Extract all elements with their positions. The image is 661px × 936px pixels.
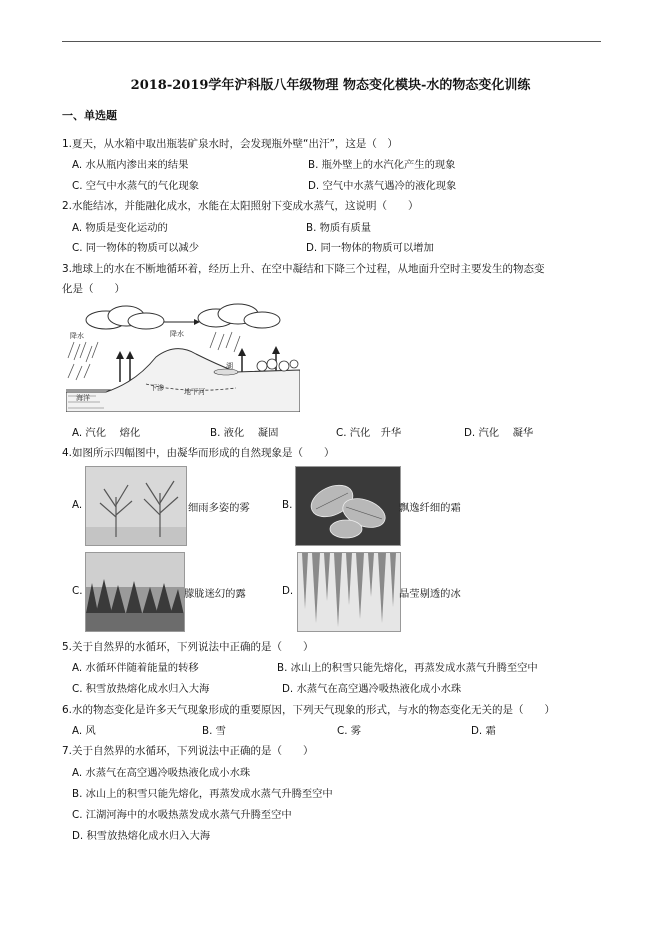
q4-option-a-text[interactable]: 细雨多姿的雾 [188,502,250,514]
q3-stem-line2: 化是（ ） [62,283,125,295]
label-lake: 湖 [226,362,233,370]
label-rain2: 降水 [170,330,184,338]
q5-option-d[interactable]: D. 水蒸气在高空遇冷吸热液化成小水珠 [282,683,462,695]
q3-option-c[interactable]: C. 汽化 升华 [336,427,402,439]
water-cycle-figure [66,302,300,412]
q2-option-b[interactable]: B. 物质有质量 [306,222,372,234]
q2-option-a[interactable]: A. 物质是变化运动的 [72,222,168,234]
q1-option-c[interactable]: C. 空气中水蒸气的气化现象 [72,180,200,192]
q4-option-c-letter[interactable]: C. [72,585,83,597]
label-sea: 海洋 [76,394,90,402]
q5-stem: 5.关于自然界的水循环，下列说法中正确的是（ ） [62,641,314,653]
q4-option-d-letter[interactable]: D. [282,585,294,597]
q7-option-b[interactable]: B. 冰山上的积雪只能先熔化，再蒸发成水蒸气升腾至空中 [72,788,333,800]
q6-option-d[interactable]: D. 霜 [471,725,496,737]
label-rain: 降水 [70,332,84,340]
q5-option-b[interactable]: B. 冰山上的积雪只能先熔化，再蒸发成水蒸气升腾至空中 [277,662,538,674]
q3-stem-line1: 3.地球上的水在不断地循环着，经历上升、在空中凝结和下降三个过程，从地面升空时主要发生的物态变 [62,263,545,275]
page-title: 2018-2019学年沪科版八年级物理 物态变化模块-水的物态变化训练 [130,78,531,93]
q6-option-b[interactable]: B. 雪 [202,725,226,737]
q1-option-b[interactable]: B. 瓶外壁上的水汽化产生的现象 [308,159,456,171]
q2-option-c[interactable]: C. 同一物体的物质可以减少 [72,242,200,254]
q3-option-d[interactable]: D. 汽化 凝华 [464,427,534,439]
q4-option-d-text[interactable]: 晶莹剔透的冰 [399,588,461,600]
q7-option-d[interactable]: D. 积雪放热熔化成水归入大海 [72,830,211,842]
q4-option-c-text[interactable]: 朦胧迷幻的露 [184,588,246,600]
q7-option-c[interactable]: C. 江湖河海中的水吸热蒸发成水蒸气升腾至空中 [72,809,292,821]
q4-option-a-letter[interactable]: A. [72,499,83,511]
q5-option-c[interactable]: C. 积雪放热熔化成水归入大海 [72,683,210,695]
q1-stem: 1.夏天，从水箱中取出瓶装矿泉水时，会发现瓶外壁“出汗”，这是（ ） [62,138,398,150]
label-underground: 地下河 [184,388,205,396]
icicles-image [297,552,401,632]
q6-option-c[interactable]: C. 雾 [337,725,362,737]
q6-stem: 6.水的物态变化是许多天气现象形成的重要原因，下列天气现象的形式，与水的物态变化无关的是（ ） [62,704,556,716]
q4-stem: 4.如图所示四幅图中，由凝华而形成的自然现象是（ ） [62,447,335,459]
q6-option-a[interactable]: A. 风 [72,725,96,737]
q1-option-d[interactable]: D. 空气中水蒸气遇冷的液化现象 [308,180,457,192]
q4-option-b-text[interactable]: 飘逸纤细的霜 [399,502,461,514]
q4-option-b-letter[interactable]: B. [282,499,293,511]
fog-trees-image [85,466,187,546]
q5-option-a[interactable]: A. 水循环伴随着能量的转移 [72,662,199,674]
q7-option-a[interactable]: A. 水蒸气在高空遇冷吸热液化成小水珠 [72,767,251,779]
q2-option-d[interactable]: D. 同一物体的物质可以增加 [306,242,434,254]
q1-option-a[interactable]: A. 水从瓶内渗出来的结果 [72,159,189,171]
q3-option-b[interactable]: B. 液化 凝固 [210,427,279,439]
section-heading: 一、单选题 [62,109,117,122]
q7-stem: 7.关于自然界的水循环，下列说法中正确的是（ ） [62,745,314,757]
header-rule [62,41,601,42]
q2-stem: 2.水能结冰，并能融化成水，水能在太阳照射下变成水蒸气，这说明（ ） [62,200,419,212]
dew-forest-image [85,552,185,632]
label-seep: 下渗 [150,384,164,392]
q3-option-a[interactable]: A. 汽化 熔化 [72,427,141,439]
frost-leaves-image [295,466,401,546]
